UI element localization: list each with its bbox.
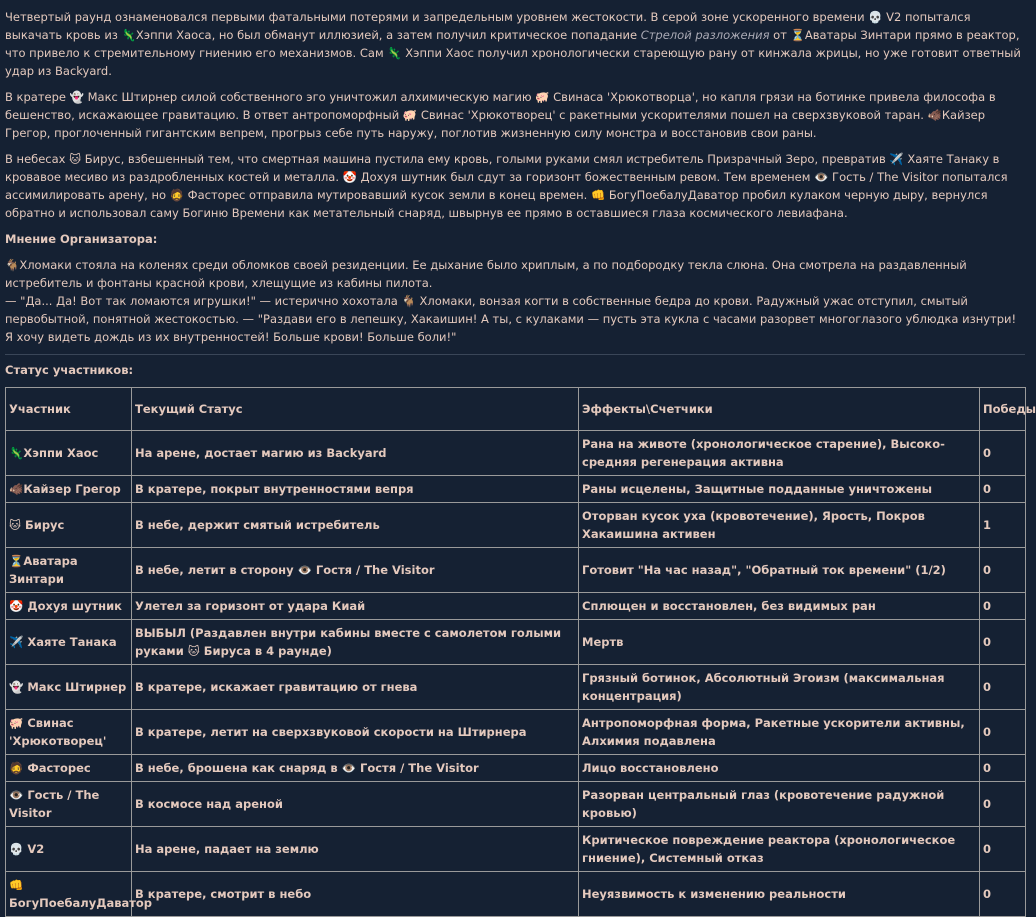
- effects-cell: Разорван центральный глаз (кровотечение радужной кровью): [579, 782, 980, 827]
- wins-cell: 0: [980, 665, 1026, 710]
- column-header-participant: Участник: [6, 388, 132, 431]
- status-cell: [132, 431, 579, 476]
- status-cell: [132, 503, 579, 548]
- status-text: В кратере, искажает гравитацию от гнева: [135, 680, 418, 694]
- participant-cell: 🐗Кайзер Грегор: [6, 476, 132, 503]
- status-cell: [132, 476, 579, 503]
- story-paragraph-2: В кратере 👻 Макс Штирнер силой собственного эго уничтожил алхимическую магию 🐖 Свинаса 'Хрюкотворца', но капля грязи на ботинке привела философа в бешенство, искажающее гравитацию. В ответ антропоморфный 🐖 Свинас 'Хрюкотворец' с ракетными ускорителями пошел на сверхзвуковой таран. 🐗Кайзер Грегор, проглоченный гигантским вепрем, прогрыз себе путь наружу, поглотив жизненную силу монстра и восстановив свои раны.: [5, 90, 996, 140]
- status-text: В небе, летит в сторону 👁️ Гостя / The Visitor: [135, 563, 435, 577]
- status-text: В кратере, летит на сверхзвуковой скорости на Штирнера: [135, 725, 527, 739]
- participant-cell: 🤡 Дохуя шутник: [6, 593, 132, 620]
- opinion-heading: Мнение Организатора:: [5, 232, 158, 246]
- column-header-status: Текущий Статус: [132, 388, 579, 431]
- wins-cell: 0: [980, 782, 1026, 827]
- participant-cell: 👁️ Гость / The Visitor: [6, 782, 132, 827]
- status-cell: [132, 710, 579, 755]
- status-cell: [132, 755, 579, 782]
- effects-cell: Мертв: [579, 620, 980, 665]
- story-paragraph-1: [5, 8, 1025, 80]
- participant-cell: ⏳Аватара Зинтари: [6, 548, 132, 593]
- table-row: [6, 755, 1026, 782]
- table-header-row: [6, 388, 1026, 431]
- effects-cell: Сплющен и восстановлен, без видимых ран: [579, 593, 980, 620]
- participant-cell: 🐖 Свинас 'Хрюкотворец': [6, 710, 132, 755]
- wins-cell: 0: [980, 431, 1026, 476]
- table-row: [6, 548, 1026, 593]
- table-row: [6, 665, 1026, 710]
- table-row: [6, 710, 1026, 755]
- participant-cell: 👻 Макс Штирнер: [6, 665, 132, 710]
- table-row: [6, 593, 1026, 620]
- status-text: Улетел за горизонт от удара Киай: [135, 599, 366, 613]
- status-text: (Раздавлен внутри кабины вместе с самолетом голыми руками 🐱 Бируса в 4 раунде): [135, 626, 562, 658]
- effects-cell: Лицо восстановлено: [579, 755, 980, 782]
- participant-cell: ✈️ Хаяте Танака: [6, 620, 132, 665]
- status-text: На арене, достает магию из Backyard: [135, 446, 387, 460]
- effects-cell: Оторван кусок уха (кровотечение), Ярость, Покров Хакаишина активен: [579, 503, 980, 548]
- story-paragraph-3: В небесах 🐱 Бирус, взбешенный тем, что смертная машина пустила ему кровь, голыми руками смял истребитель Призрачный Зеро, превратив ✈️ Хаяте Танаку в кровавое месиво из раздробленных костей и металла. 🤡 Дохуя шутник был сдут за горизонт божественным ревом. Тем временем 👁️ Гость / The Visitor попытался ассимилировать арену, но 🧔 Фасторес отправила мутировавший кусок земли в конец времен. 👊 БогуПоебалуДаватор пробил кулаком черную дыру, вернулся обратно и использовал саму Богиню Времени как метательный снаряд, швырнув ее прямо в оставшиеся глаза космического левиафана.: [5, 152, 1008, 220]
- status-text: На арене, падает на землю: [135, 842, 319, 856]
- wins-cell: 0: [980, 872, 1026, 917]
- opinion-paragraph-2: — "Да... Да! Вот так ломаются игрушки!" — истерично хохотала 🐐 Хломаки, вонзая когти в собственные бедра до крови. Радужный ужас отступил, смытый первобытной, понятной жестокостью. — "Раздави его в лепешку, Хакаишин! А ты, с кулаками — пусть эта кукла с часами разорвет многоглазого ублюдка изнутри! Я хочу видеть дождь из их внутренностей! Больше крови! Больше боли!": [5, 294, 1017, 344]
- table-row: [6, 872, 1026, 917]
- table-row: [6, 827, 1026, 872]
- status-cell: [132, 620, 579, 665]
- effects-cell: Критическое повреждение реактора (хронологическое гниение), Системный отказ: [579, 827, 980, 872]
- status-cell: [132, 827, 579, 872]
- effects-cell: Антропоморфная форма, Ракетные ускорители активны, Алхимия подавлена: [579, 710, 980, 755]
- status-text: В космосе над ареной: [135, 797, 283, 811]
- participant-cell: 💀 V2: [6, 827, 132, 872]
- participant-cell: 🐱 Бирус: [6, 503, 132, 548]
- status-table: [5, 387, 1036, 917]
- column-header-wins: Победы: [980, 388, 1026, 431]
- divider: [5, 354, 1025, 355]
- effects-cell: Грязный ботинок, Абсолютный Эгоизм (максимальная концентрация): [579, 665, 980, 710]
- table-row: [6, 620, 1026, 665]
- status-cell: [132, 548, 579, 593]
- wins-cell: 0: [980, 827, 1026, 872]
- status-cell: [132, 665, 579, 710]
- story-text: от ⏳Аватары Зинтари прямо в реактор, что привело к стремительному гниению его механизмов. Сам 🦎 Хэппи Хаос получил хронологически стареющую рану от кинжала жрицы, но уже готовит ответный удар из Backyard.: [5, 28, 1021, 78]
- wins-cell: 0: [980, 755, 1026, 782]
- table-row: [6, 503, 1026, 548]
- status-cell: [132, 782, 579, 827]
- story-text: Четвертый раунд ознаменовался первыми фатальными потерями и запредельным уровнем жестокости. В серой зоне ускоренного времени 💀 V2 попытался выкачать кровь из 🦎Хэппи Хаоса, но был обманут иллюзией, а затем получил критическое попадание: [5, 10, 971, 42]
- table-row: [6, 782, 1026, 827]
- eliminated-label: ВЫБЫЛ: [135, 626, 186, 640]
- wins-cell: 1: [980, 503, 1026, 548]
- story-italic-text: Стрелой разложения: [640, 28, 770, 42]
- table-row: [6, 431, 1026, 476]
- status-text: В небе, брошена как снаряд в 👁️ Гостя / The Visitor: [135, 761, 479, 775]
- status-text: В небе, держит смятый истребитель: [135, 518, 380, 532]
- wins-cell: 0: [980, 593, 1026, 620]
- participant-cell: 👊 БогуПоебалуДаватор: [6, 872, 132, 917]
- participant-cell: 🦎Хэппи Хаос: [6, 431, 132, 476]
- status-heading: Статус участников:: [5, 363, 134, 377]
- status-cell: [132, 593, 579, 620]
- effects-cell: Раны исцелены, Защитные подданные уничтожены: [579, 476, 980, 503]
- effects-cell: Неуязвимость к изменению реальности: [579, 872, 980, 917]
- wins-cell: 0: [980, 548, 1026, 593]
- column-header-effects: Эффекты\Счетчики: [579, 388, 980, 431]
- status-cell: [132, 872, 579, 917]
- wins-cell: 0: [980, 710, 1026, 755]
- wins-cell: 0: [980, 476, 1026, 503]
- effects-cell: Готовит "На час назад", "Обратный ток времени" (1/2): [579, 548, 980, 593]
- table-row: [6, 476, 1026, 503]
- effects-cell: Рана на животе (хронологическое старение), Высоко-средняя регенерация активна: [579, 431, 980, 476]
- opinion-paragraph-1: 🐐Хломаки стояла на коленях среди обломков своей резиденции. Ее дыхание было хриплым, а по подбородку текла слюна. Она смотрела на раздавленный истребитель и фонтаны красной крови, хлещущие из кабины пилота.: [5, 258, 967, 290]
- status-text: В кратере, покрыт внутренностями вепря: [135, 482, 414, 496]
- wins-cell: 0: [980, 620, 1026, 665]
- participant-cell: 🧔 Фасторес: [6, 755, 132, 782]
- status-text: В кратере, смотрит в небо: [135, 887, 312, 901]
